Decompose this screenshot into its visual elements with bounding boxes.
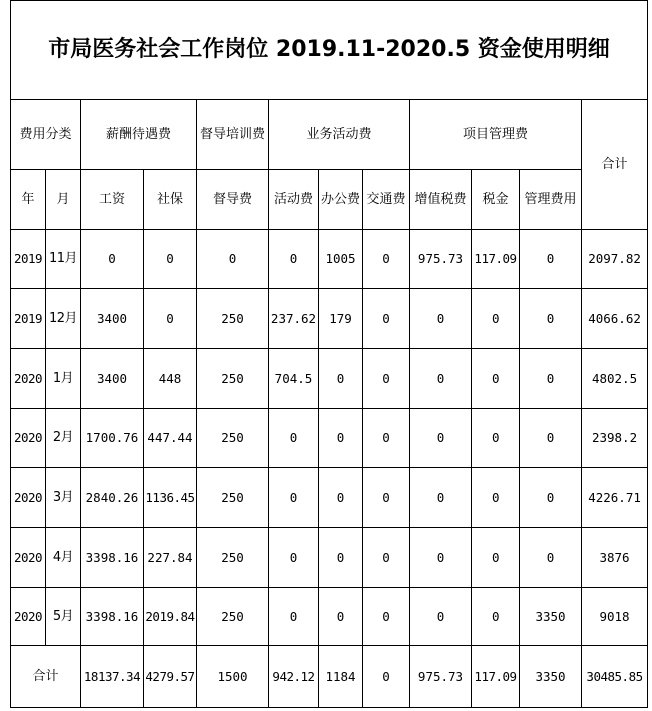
- wage-cell: 1700.76: [81, 409, 144, 468]
- wage-cell: 0: [81, 230, 144, 289]
- table-row: [11, 468, 648, 528]
- supervision-cell: 0: [197, 230, 269, 289]
- total-cell: 4226.71: [582, 468, 648, 528]
- transport-header: 交通费: [363, 170, 410, 230]
- mgmt-cell: 0: [520, 289, 582, 349]
- social-cell: 0: [144, 230, 197, 289]
- month-cell: 3月: [46, 468, 81, 528]
- tax-cell: 0: [472, 409, 520, 468]
- totals-mgmt: 3350: [520, 646, 582, 708]
- month-cell: 11月: [46, 230, 81, 289]
- total-cell: 2398.2: [582, 409, 648, 468]
- transport-cell: 0: [363, 588, 410, 646]
- supervision-cell: 250: [197, 588, 269, 646]
- year-cell: 2020: [11, 528, 46, 588]
- supervision-header: 督导费: [197, 170, 269, 230]
- year-cell: 2020: [11, 409, 46, 468]
- totals-social: 4279.57: [144, 646, 197, 708]
- month-cell: 12月: [46, 289, 81, 349]
- activity-cell: 0: [269, 230, 319, 289]
- transport-cell: 0: [363, 289, 410, 349]
- social-header: 社保: [144, 170, 197, 230]
- tax-cell: 0: [472, 349, 520, 409]
- office-cell: 0: [319, 528, 363, 588]
- expense-table: [10, 0, 648, 708]
- vat-cell: 0: [410, 409, 472, 468]
- office-cell: 0: [319, 349, 363, 409]
- totals-total: 30485.85: [582, 646, 648, 708]
- tax-cell: 0: [472, 528, 520, 588]
- year-cell: 2020: [11, 588, 46, 646]
- month-cell: 4月: [46, 528, 81, 588]
- mgmt-cell: 3350: [520, 588, 582, 646]
- totals-tax: 117.09: [472, 646, 520, 708]
- office-cell: 1005: [319, 230, 363, 289]
- totals-office: 1184: [319, 646, 363, 708]
- office-header: 办公费: [319, 170, 363, 230]
- social-cell: 447.44: [144, 409, 197, 468]
- vat-cell: 0: [410, 289, 472, 349]
- office-cell: 0: [319, 409, 363, 468]
- total-cell: 4802.5: [582, 349, 648, 409]
- wage-cell: 2840.26: [81, 468, 144, 528]
- supervision-cell: 250: [197, 289, 269, 349]
- mgmt-header: 管理费用: [520, 170, 582, 230]
- page-title: 市局医务社会工作岗位 2019.11-2020.5 资金使用明细: [11, 1, 648, 100]
- mgmt-cell: 0: [520, 528, 582, 588]
- totals-wage: 18137.34: [81, 646, 144, 708]
- total-cell: 3876: [582, 528, 648, 588]
- tax-header: 税金: [472, 170, 520, 230]
- wage-header: 工资: [81, 170, 144, 230]
- transport-cell: 0: [363, 349, 410, 409]
- table-row: [11, 588, 648, 646]
- mgmt-cell: 0: [520, 409, 582, 468]
- social-cell: 0: [144, 289, 197, 349]
- total-header: 合计: [582, 100, 648, 230]
- activity-cell: 237.62: [269, 289, 319, 349]
- salary-group-header: 薪酬待遇费: [81, 100, 197, 170]
- totals-row: [11, 646, 648, 708]
- table-row: [11, 349, 648, 409]
- vat-cell: 0: [410, 468, 472, 528]
- activity-group-header: 业务活动费: [269, 100, 410, 170]
- transport-cell: 0: [363, 528, 410, 588]
- totals-transport: 0: [363, 646, 410, 708]
- social-cell: 227.84: [144, 528, 197, 588]
- category-header: 费用分类: [11, 100, 81, 170]
- tax-cell: 0: [472, 588, 520, 646]
- wage-cell: 3398.16: [81, 528, 144, 588]
- year-header: 年: [11, 170, 46, 230]
- supervision-cell: 250: [197, 349, 269, 409]
- social-cell: 448: [144, 349, 197, 409]
- table-row: [11, 289, 648, 349]
- total-cell: 4066.62: [582, 289, 648, 349]
- mgmt-cell: 0: [520, 468, 582, 528]
- month-cell: 2月: [46, 409, 81, 468]
- supervision-cell: 250: [197, 468, 269, 528]
- activity-cell: 0: [269, 409, 319, 468]
- transport-cell: 0: [363, 468, 410, 528]
- vat-cell: 975.73: [410, 230, 472, 289]
- month-header: 月: [46, 170, 81, 230]
- tax-cell: 0: [472, 468, 520, 528]
- totals-label: 合计: [11, 646, 81, 708]
- tax-cell: 0: [472, 289, 520, 349]
- vat-header: 增值税费: [410, 170, 472, 230]
- mgmt-cell: 0: [520, 349, 582, 409]
- expense-table-container: [10, 0, 648, 708]
- mgmt-cell: 0: [520, 230, 582, 289]
- activity-cell: 704.5: [269, 349, 319, 409]
- total-cell: 9018: [582, 588, 648, 646]
- year-cell: 2019: [11, 289, 46, 349]
- activity-cell: 0: [269, 528, 319, 588]
- totals-activity: 942.12: [269, 646, 319, 708]
- office-cell: 0: [319, 468, 363, 528]
- transport-cell: 0: [363, 409, 410, 468]
- table-row: [11, 230, 648, 289]
- project-group-header: 项目管理费: [410, 100, 582, 170]
- wage-cell: 3398.16: [81, 588, 144, 646]
- year-cell: 2020: [11, 349, 46, 409]
- total-cell: 2097.82: [582, 230, 648, 289]
- activity-cell: 0: [269, 588, 319, 646]
- totals-supervision: 1500: [197, 646, 269, 708]
- office-cell: 179: [319, 289, 363, 349]
- wage-cell: 3400: [81, 289, 144, 349]
- supervision-group-header: 督导培训费: [197, 100, 269, 170]
- supervision-cell: 250: [197, 528, 269, 588]
- wage-cell: 3400: [81, 349, 144, 409]
- table-row: [11, 528, 648, 588]
- activity-header: 活动费: [269, 170, 319, 230]
- transport-cell: 0: [363, 230, 410, 289]
- month-cell: 5月: [46, 588, 81, 646]
- vat-cell: 0: [410, 588, 472, 646]
- year-cell: 2019: [11, 230, 46, 289]
- social-cell: 2019.84: [144, 588, 197, 646]
- vat-cell: 0: [410, 349, 472, 409]
- month-cell: 1月: [46, 349, 81, 409]
- year-cell: 2020: [11, 468, 46, 528]
- social-cell: 1136.45: [144, 468, 197, 528]
- table-row: [11, 409, 648, 468]
- supervision-cell: 250: [197, 409, 269, 468]
- tax-cell: 117.09: [472, 230, 520, 289]
- totals-vat: 975.73: [410, 646, 472, 708]
- activity-cell: 0: [269, 468, 319, 528]
- office-cell: 0: [319, 588, 363, 646]
- vat-cell: 0: [410, 528, 472, 588]
